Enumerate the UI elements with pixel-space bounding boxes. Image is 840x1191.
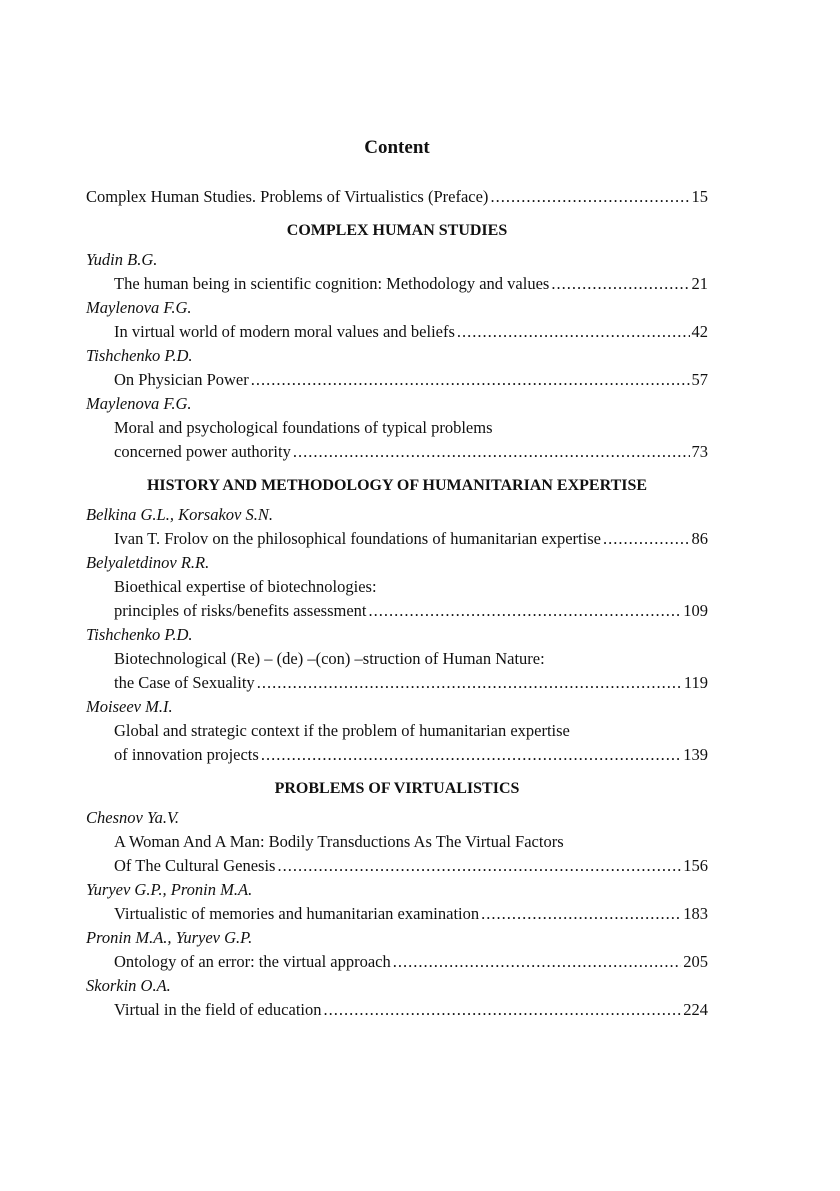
page-title: Content (364, 137, 430, 158)
leader-dots (393, 950, 682, 974)
section-heading: COMPLEX HUMAN STUDIES (286, 222, 508, 239)
page-number: 15 (691, 187, 708, 206)
entry-author: Belkina G.L., Korsakov S.N. (86, 505, 273, 524)
section-heading: PROBLEMS OF VIRTUALISTICS (274, 780, 520, 797)
leader-dots (261, 743, 681, 767)
entry-author: Chesnov Ya.V. (86, 808, 180, 827)
leader-dots (457, 320, 690, 344)
entry-title: In virtual world of modern moral values and beliefs (114, 322, 455, 341)
leader-dots (277, 854, 681, 878)
entry-title: Virtual in the field of education (114, 1000, 322, 1019)
toc-entry (86, 368, 708, 392)
toc-body (86, 185, 708, 1022)
toc-entry (86, 998, 708, 1022)
entry-title-line: Biotechnological (Re) – (de) –(con) –struction of Human Nature: (114, 649, 545, 668)
page-number: 183 (683, 904, 708, 923)
page-number: 205 (683, 952, 708, 971)
toc-entry (86, 671, 708, 695)
entry-author: Tishchenko P.D. (86, 625, 193, 644)
toc-entry (86, 950, 708, 974)
toc-entry (86, 854, 708, 878)
entry-author: Yudin B.G. (86, 250, 158, 269)
leader-dots (369, 599, 682, 623)
entry-title: Virtualistic of memories and humanitarian examination (114, 904, 480, 923)
entry-title: Of The Cultural Genesis (114, 856, 276, 875)
entry-title: Ivan T. Frolov on the philosophical foundations of humanitarian expertise (114, 529, 601, 548)
leader-dots (257, 671, 682, 695)
entry-title: of innovation projects (114, 745, 259, 764)
leader-dots (551, 272, 689, 296)
entry-title-line: Global and strategic context if the problem of humanitarian expertise (114, 721, 570, 740)
page-number: 139 (683, 745, 708, 764)
leader-dots (490, 185, 689, 209)
toc-entry (86, 902, 708, 926)
page-number: 86 (691, 529, 708, 548)
entry-title: the Case of Sexuality (114, 673, 255, 692)
entry-title: The human being in scientific cognition: Methodology and values (114, 274, 550, 293)
page-number: 57 (691, 370, 708, 389)
entry-author: Belyaletdinov R.R. (86, 553, 210, 572)
entry-title: On Physician Power (114, 370, 249, 389)
toc-entry (86, 527, 708, 551)
leader-dots (603, 527, 690, 551)
entry-author: Moiseev M.I. (86, 697, 173, 716)
entry-author: Tishchenko P.D. (86, 346, 193, 365)
entry-author: Maylenova F.G. (86, 394, 192, 413)
toc-entry (86, 272, 708, 296)
entry-title: principles of risks/benefits assessment (114, 601, 367, 620)
toc-entry (86, 320, 708, 344)
page-number: 21 (691, 274, 708, 293)
entry-author: Yuryev G.P., Pronin M.A. (86, 880, 253, 899)
entry-title: concerned power authority (114, 442, 291, 461)
entry-title-line: A Woman And A Man: Bodily Transductions As The Virtual Factors (114, 832, 564, 851)
entry-author: Skorkin O.A. (86, 976, 171, 995)
leader-dots (481, 902, 681, 926)
toc-entry (86, 599, 708, 623)
section-heading: HISTORY AND METHODOLOGY OF HUMANITARIAN EXPERTISE (146, 477, 648, 494)
toc-entry (86, 440, 708, 464)
entry-author: Pronin M.A., Yuryev G.P. (86, 928, 253, 947)
page-number: 119 (683, 673, 708, 692)
page-number: 156 (683, 856, 708, 875)
entry-title-line: Bioethical expertise of biotechnologies: (114, 577, 377, 596)
page-number: 109 (683, 601, 708, 620)
entry-title: Complex Human Studies. Problems of Virtualistics (Preface) (86, 187, 489, 206)
entry-title: Ontology of an error: the virtual approach (114, 952, 391, 971)
page-number: 73 (691, 442, 708, 461)
entry-title-line: Moral and psychological foundations of typical problems (114, 418, 493, 437)
page-number: 42 (691, 322, 708, 341)
page-number: 224 (683, 1000, 708, 1019)
leader-dots (323, 998, 681, 1022)
entry-author: Maylenova F.G. (86, 298, 192, 317)
toc-entry (86, 743, 708, 767)
leader-dots (251, 368, 690, 392)
leader-dots (293, 440, 690, 464)
toc-entry-preface (86, 185, 708, 209)
